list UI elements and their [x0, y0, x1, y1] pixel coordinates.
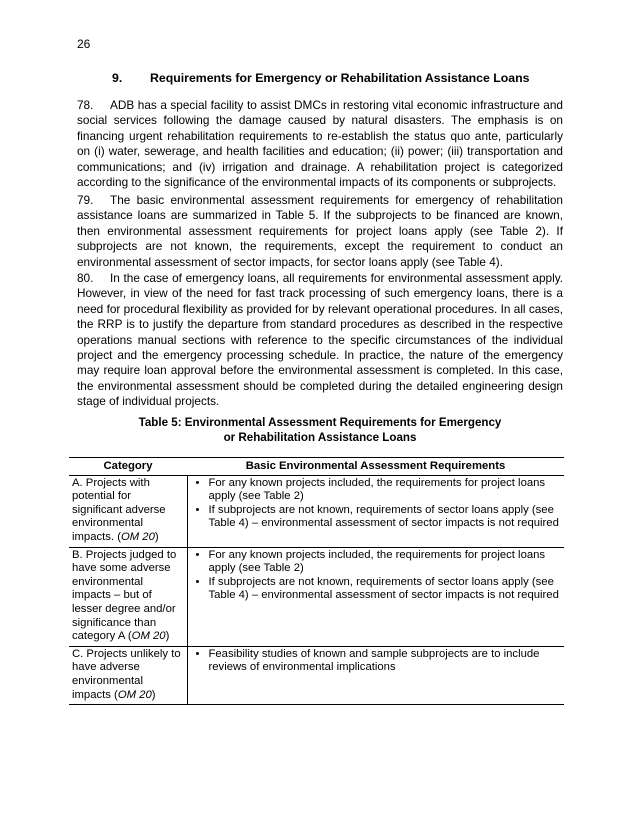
category-cell	[69, 646, 187, 704]
section-number: 9.	[112, 71, 123, 85]
category-text: B. Projects judged to have some adverse environmental impacts – but of lesser degree and/or significance than category A (	[72, 548, 177, 643]
list-item	[193, 477, 562, 504]
bullet-icon: •	[195, 503, 200, 516]
requirements-cell	[187, 646, 564, 704]
paragraph-number: 79.	[77, 193, 94, 207]
section-heading	[112, 71, 529, 85]
bullet-icon: •	[195, 476, 200, 489]
requirements-cell	[187, 475, 564, 547]
bullet-icon: •	[195, 647, 200, 660]
category-end: )	[165, 630, 170, 643]
category-end: )	[151, 688, 156, 701]
column-header-requirements: Basic Environmental Assessment Requirements	[245, 460, 506, 472]
paragraph-80	[77, 271, 563, 410]
category-end: )	[154, 530, 159, 543]
requirement-text: If subprojects are not known, requirements of sector loans apply (see Table 4) – environmental assessment of sector impacts is not required	[208, 503, 559, 530]
requirement-text: For any known projects included, the requirements for project loans apply (see Table 2)	[208, 548, 546, 575]
category-cell	[69, 547, 187, 646]
list-item	[193, 576, 562, 603]
category-ref: OM 20	[117, 688, 152, 701]
table-title-line: or Rehabilitation Assistance Loans	[223, 430, 417, 444]
requirements-list	[191, 648, 562, 675]
paragraph-text: ADB has a special facility to assist DMCs in restoring vital economic infrastructure and social services following the damage caused by natural disasters. The emphasis is on financing urgent rehabilitation requirements to re-establish the status quo ante, particularly on (i) water, sewerage, and health facilities and education; (ii) power; (iii) transportation and communications; and (iv) irrigation and drainage. A rehabilitation project is categorized according to the significance of the environmental impacts of its components or subprojects.	[77, 98, 563, 190]
list-item	[193, 549, 562, 576]
category-text: A. Projects with potential for significant adverse environmental impacts. (	[72, 476, 166, 543]
requirements-table	[69, 457, 564, 705]
list-item	[193, 504, 562, 531]
requirement-text: Feasibility studies of known and sample subprojects are to include reviews of environmental implications	[208, 647, 540, 674]
table-row	[69, 646, 564, 704]
category-cell	[69, 475, 187, 547]
page-number: 26	[77, 37, 91, 51]
list-item	[193, 648, 562, 675]
bullet-icon: •	[195, 575, 200, 588]
table-title-line: Table 5: Environmental Assessment Requirements for Emergency	[138, 416, 502, 429]
paragraph-text: The basic environmental assessment requirements for emergency of rehabilitation assistance loans are summarized in Table 5. If the subprojects to be financed are known, then environmental assessment requirements for project loans apply (see Table 2). If subprojects are not known, the requirements, except the requirement to conduct an environmental assessment of sector impacts, for sector loans apply (see Table 4).	[77, 193, 563, 269]
table-row	[69, 547, 564, 646]
category-ref: OM 20	[131, 630, 166, 643]
requirement-text: For any known projects included, the requirements for project loans apply (see Table 2)	[208, 476, 546, 503]
category-text: C. Projects unlikely to have adverse environmental impacts (	[72, 647, 181, 701]
requirements-list	[191, 477, 562, 531]
paragraph-78	[77, 98, 563, 190]
requirements-list	[191, 549, 562, 603]
table-row	[69, 475, 564, 547]
table-title	[77, 416, 563, 445]
category-ref: OM 20	[120, 530, 155, 543]
bullet-icon: •	[195, 548, 200, 561]
paragraph-79	[77, 193, 563, 270]
table-header-row	[69, 458, 564, 476]
paragraph-number: 80.	[77, 271, 94, 285]
column-header-category: Category	[103, 460, 153, 472]
paragraph-number: 78.	[77, 98, 94, 112]
paragraph-text: In the case of emergency loans, all requirements for environmental assessment apply. However, in view of the need for fast track processing of such emergency loans, there is a need for procedural flexibility as provided for by relevant operational procedures. In all cases, the RRP is to justify the departure from standard procedures as described in the respective operations manual sections with reference to the specific circumstances of the individual project and the emergency processing schedule. In practice, the nature of the emergency may require loan approval before the environmental assessment is completed. In this case, the environmental assessment should be completed during the detailed engineering design stage of individual projects.	[77, 271, 563, 409]
section-title: Requirements for Emergency or Rehabilitation Assistance Loans	[150, 71, 530, 85]
requirement-text: If subprojects are not known, requirements of sector loans apply (see Table 4) – environmental assessment of sector impacts is not required	[208, 575, 559, 602]
requirements-cell	[187, 547, 564, 646]
